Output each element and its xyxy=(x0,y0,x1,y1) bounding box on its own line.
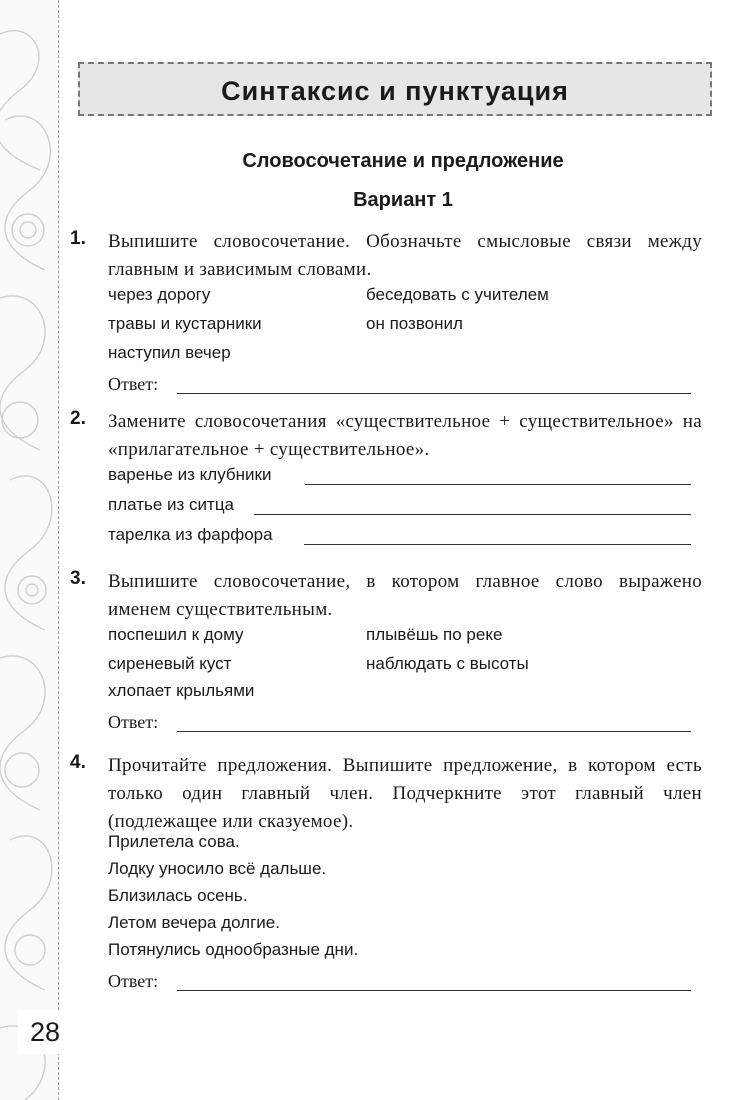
option: наступил вечер xyxy=(108,343,231,362)
option: через дорогу xyxy=(108,285,211,304)
swirl-pattern-icon xyxy=(0,0,58,1100)
option: плывёшь по реке xyxy=(366,625,503,644)
task-number: 3. xyxy=(70,568,86,589)
answer-line[interactable] xyxy=(177,393,691,394)
task-number: 4. xyxy=(70,752,86,773)
section-title: Словосочетание и предложение xyxy=(242,150,564,172)
task-2 xyxy=(70,408,710,548)
answer-label: Ответ: xyxy=(108,971,159,991)
task-text: Выпишите словосочетание. Обозначьте смысловые связи между главным и зависимым словами. xyxy=(108,231,702,280)
option: наблюдать с высоты xyxy=(366,654,529,673)
sentence: Летом вечера долгие. xyxy=(108,913,280,932)
page-number: 28 xyxy=(18,1010,74,1054)
page-header-title: Синтаксис и пунктуация xyxy=(221,76,569,106)
option: сиреневый куст xyxy=(108,654,232,673)
option: беседовать с учителем xyxy=(366,285,549,304)
task-number: 1. xyxy=(70,228,86,249)
phrase: варенье из клубники xyxy=(108,465,272,484)
sentence: Близилась осень. xyxy=(108,886,248,905)
answer-line[interactable] xyxy=(177,731,691,732)
task-text: Замените словосочетания «существительное + существительное» на «прилагательное + существительное». xyxy=(108,411,702,460)
answer-label: Ответ: xyxy=(108,712,159,732)
sentence: Лодку уносило всё дальше. xyxy=(108,859,327,878)
option: травы и кустарники xyxy=(108,314,262,333)
answer-line[interactable] xyxy=(305,484,691,485)
answer-line[interactable] xyxy=(304,544,691,545)
sentence: Потянулись однообразные дни. xyxy=(108,940,359,959)
task-4 xyxy=(70,752,710,1002)
page-header-banner xyxy=(78,62,712,116)
answer-label: Ответ: xyxy=(108,374,159,394)
decorative-margin xyxy=(0,0,59,1100)
answer-line[interactable] xyxy=(177,990,691,991)
sentence: Прилетела сова. xyxy=(108,832,240,851)
option: хлопает крыльями xyxy=(108,681,255,700)
variant-title: Вариант 1 xyxy=(353,189,453,211)
task-text: Выпишите словосочетание, в котором главное слово выражено именем существительным. xyxy=(108,571,702,620)
task-text: Прочитайте предложения. Выпишите предложение, в котором есть только один главный член. Подчеркните этот главный член (подлежащее или сказуемое). xyxy=(108,755,702,832)
option: поспешил к дому xyxy=(108,625,244,644)
phrase: тарелка из фарфора xyxy=(108,525,273,544)
task-3 xyxy=(70,568,710,738)
answer-line[interactable] xyxy=(254,514,691,515)
option: он позвонил xyxy=(366,314,463,333)
phrase: платье из ситца xyxy=(108,495,235,514)
task-1 xyxy=(70,228,710,398)
task-number: 2. xyxy=(70,408,86,429)
